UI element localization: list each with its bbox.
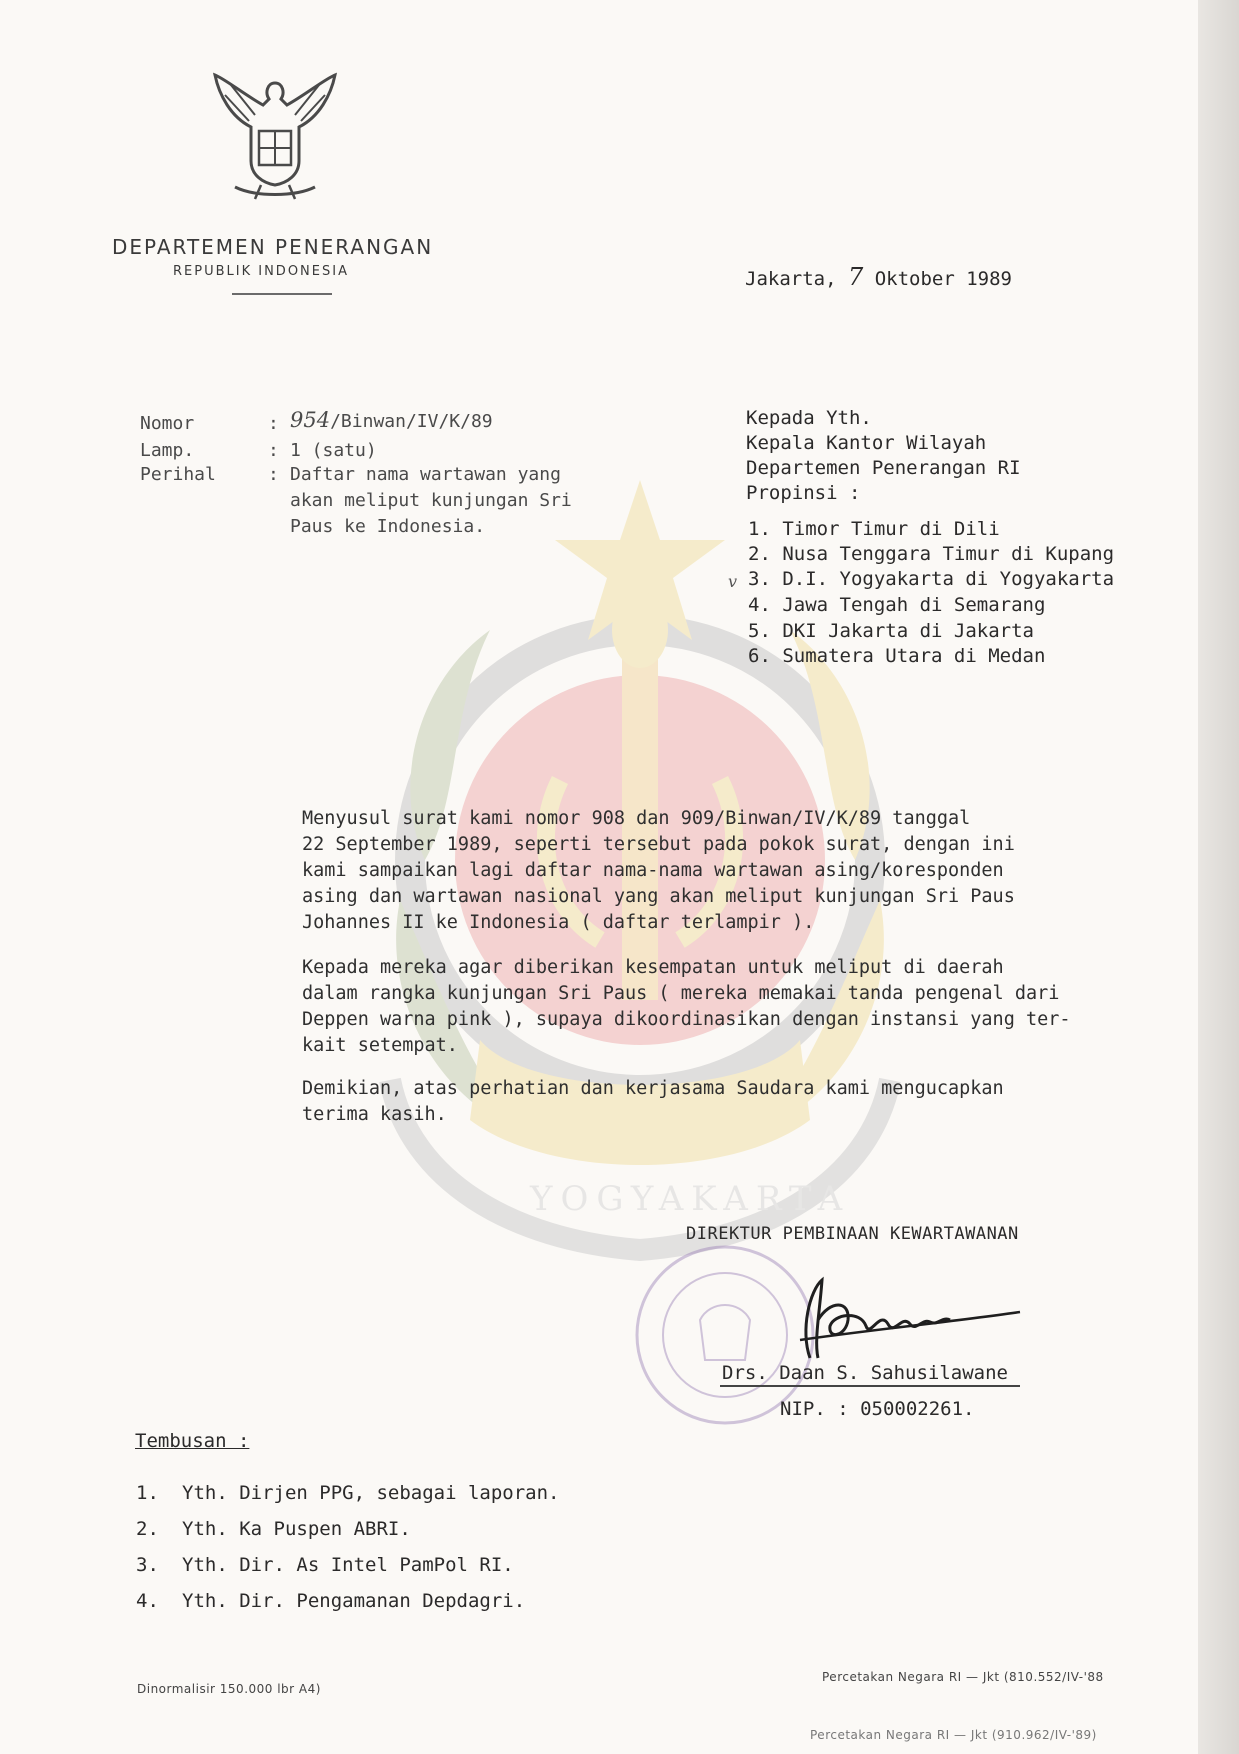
perihal-line: akan meliput kunjungan Sri bbox=[290, 490, 572, 511]
republic-name: REPUBLIK INDONESIA bbox=[173, 264, 349, 279]
copy-item: Yth. Dir. As Intel PamPol RI. bbox=[182, 1554, 514, 1576]
copy-number: 4. bbox=[136, 1590, 159, 1612]
signature-underline bbox=[720, 1385, 1020, 1387]
perihal-line: Daftar nama wartawan yang bbox=[290, 464, 561, 485]
province-item: 6. Sumatera Utara di Medan bbox=[748, 645, 1046, 667]
nomor-handwritten: 954 bbox=[290, 408, 331, 432]
signatory-name: Drs. Daan S. Sahusilawane bbox=[722, 1362, 1008, 1384]
perihal-line: Paus ke Indonesia. bbox=[290, 516, 486, 537]
perihal-colon: : bbox=[268, 464, 279, 485]
copy-item: Yth. Dirjen PPG, sebagai laporan. bbox=[182, 1482, 560, 1504]
copy-item: Yth. Dir. Pengamanan Depdagri. bbox=[182, 1590, 526, 1612]
copy-number: 2. bbox=[136, 1518, 159, 1540]
province-item: 4. Jawa Tengah di Semarang bbox=[748, 594, 1046, 616]
body-line: kait setempat. bbox=[302, 1035, 458, 1056]
addressee-line: Propinsi : bbox=[746, 482, 861, 504]
copies-title: Tembusan : bbox=[135, 1430, 250, 1452]
body-line: asing dan wartawan nasional yang akan meliput kunjungan Sri Paus bbox=[302, 886, 1015, 907]
body-line: Demikian, atas perhatian dan kerjasama Saudara kami mengucapkan bbox=[302, 1078, 1004, 1099]
body-line: Johannes II ke Indonesia ( daftar terlampir ). bbox=[302, 912, 815, 933]
garuda-emblem-logo bbox=[205, 65, 345, 205]
nomor-value: 954/Binwan/IV/K/89 bbox=[290, 408, 493, 432]
page-edge-shadow bbox=[1198, 0, 1239, 1754]
signatory-nip: NIP. : 050002261. bbox=[780, 1398, 975, 1420]
handwritten-tick-mark: v bbox=[728, 572, 738, 591]
nomor-label: Nomor bbox=[140, 413, 195, 434]
date-month-year: Oktober 1989 bbox=[874, 268, 1012, 290]
province-item: 1. Timor Timur di Dili bbox=[748, 518, 1000, 540]
body-line: Deppen warna pink ), supaya dikoordinasikan dengan instansi yang ter- bbox=[302, 1009, 1071, 1030]
body-line: terima kasih. bbox=[302, 1104, 447, 1125]
date-place: Jakarta, bbox=[745, 268, 837, 290]
addressee-line: Kepala Kantor Wilayah bbox=[746, 432, 987, 454]
copy-number: 1. bbox=[136, 1482, 159, 1504]
addressee-line: Departemen Penerangan RI bbox=[746, 457, 1021, 479]
province-item: 5. DKI Jakarta di Jakarta bbox=[748, 620, 1034, 642]
lamp-colon: : bbox=[268, 440, 279, 461]
lamp-value: 1 (satu) bbox=[290, 440, 377, 461]
lamp-label: Lamp. bbox=[140, 440, 195, 461]
province-item: 3. D.I. Yogyakarta di Yogyakarta bbox=[748, 568, 1115, 590]
body-line: kami sampaikan lagi daftar nama-nama wartawan asing/koresponden bbox=[302, 860, 1004, 881]
addressee-line: Kepada Yth. bbox=[746, 407, 872, 429]
letterhead-rule bbox=[232, 293, 332, 295]
footer-printer: Percetakan Negara RI — Jkt (810.552/IV-'88 bbox=[822, 1670, 1104, 1684]
body-line: Menyusul surat kami nomor 908 dan 909/Binwan/IV/K/89 tanggal bbox=[302, 808, 971, 829]
province-item: 2. Nusa Tenggara Timur di Kupang bbox=[748, 543, 1115, 565]
perihal-label: Perihal bbox=[140, 464, 216, 485]
body-line: Kepada mereka agar diberikan kesempatan untuk meliput di daerah bbox=[302, 957, 1004, 978]
copy-number: 3. bbox=[136, 1554, 159, 1576]
signatory-title: DIREKTUR PEMBINAAN KEWARTAWANAN bbox=[686, 1224, 1019, 1244]
department-name: DEPARTEMEN PENERANGAN bbox=[112, 235, 434, 259]
body-line: 22 September 1989, seperti tersebut pada pokok surat, dengan ini bbox=[302, 834, 1015, 855]
watermark-text: YOGYAKARTA bbox=[530, 1179, 851, 1219]
copy-item: Yth. Ka Puspen ABRI. bbox=[182, 1518, 411, 1540]
date-line bbox=[745, 263, 1012, 291]
body-line: dalam rangka kunjungan Sri Paus ( mereka memakai tanda pengenal dari bbox=[302, 983, 1060, 1004]
date-day-handwritten: 7 bbox=[847, 263, 864, 291]
footer-print-run: Dinormalisir 150.000 lbr A4) bbox=[137, 1682, 321, 1696]
footer-printer-bleed: Percetakan Negara RI — Jkt (910.962/IV-'89) bbox=[810, 1728, 1097, 1742]
handwritten-signature bbox=[770, 1270, 1030, 1360]
nomor-colon: : bbox=[268, 413, 279, 434]
